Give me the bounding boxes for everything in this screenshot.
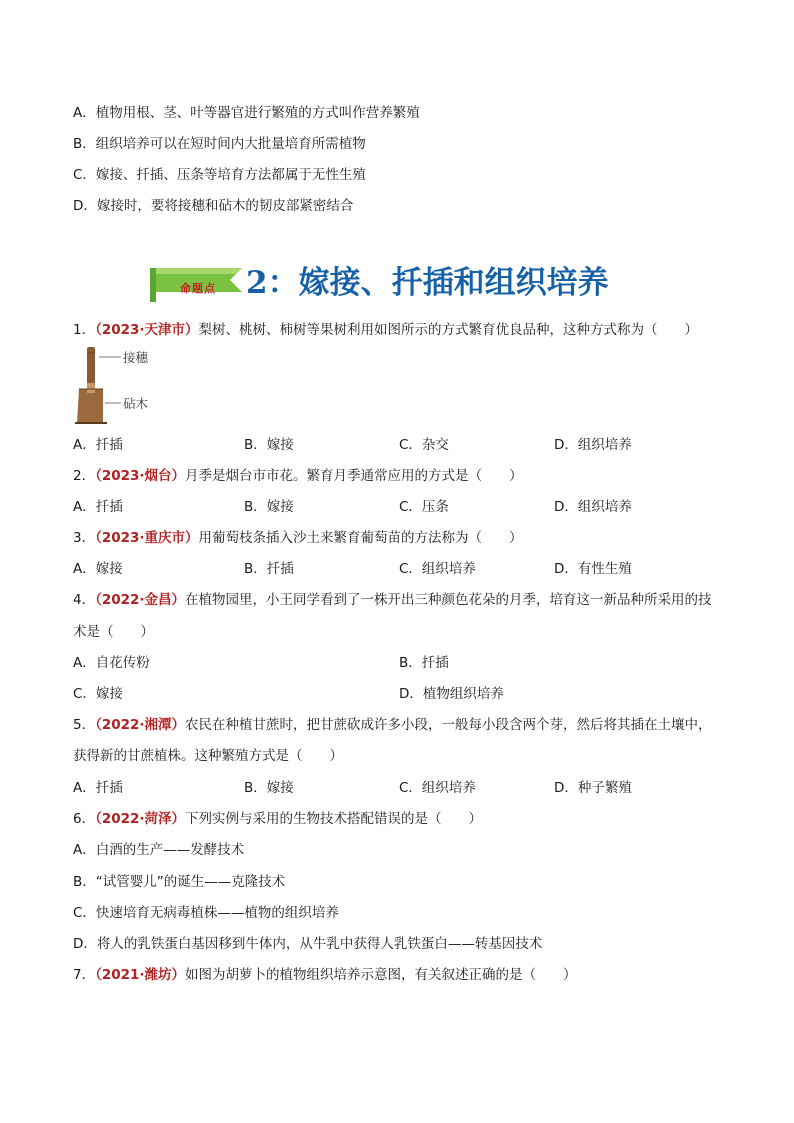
question-number: 7．: [73, 967, 96, 983]
section-title: 2：嫁接、扦插和组织培养: [246, 265, 609, 301]
question-text: 农民在种植甘蔗时，把甘蔗砍成许多小段，一般每小段含两个芽，然后将其插在土壤中，: [185, 717, 712, 733]
section-label: 命题点: [180, 282, 216, 295]
q2-option-d: D．组织培养: [554, 499, 632, 515]
q4-option-c: C．嫁接: [73, 686, 123, 702]
option-a: A．植物用根、茎、叶等器官进行繁殖的方式叫作营养繁殖: [73, 105, 420, 121]
question-number: 3．: [73, 530, 96, 546]
question-source: （2022·金昌）: [95, 592, 186, 608]
question-source: （2023·重庆市）: [95, 530, 199, 546]
scion-label: 接穗: [123, 350, 149, 365]
option-d: D．嫁接时，要将接穗和砧木的韧皮部紧密结合: [73, 198, 354, 214]
q1-option-c: C．杂交: [399, 437, 449, 453]
question-source: （2023·天津市）: [95, 322, 199, 338]
q1-option-b: B．嫁接: [244, 437, 294, 453]
q5-option-b: B．嫁接: [244, 780, 294, 796]
q3-option-c: C．组织培养: [399, 561, 476, 577]
q2-option-b: B．嫁接: [244, 499, 294, 515]
question-source: （2021·潍坊）: [95, 967, 186, 983]
grafting-figure: [73, 345, 193, 427]
option-b: B．组织培养可以在短时间内大批量培育所需植物: [73, 136, 366, 152]
question-text: 如图为胡萝卜的植物组织培养示意图，有关叙述正确的是（ ）: [185, 967, 577, 983]
q4-option-d: D．植物组织培养: [399, 686, 504, 702]
question-number: 1．: [73, 322, 96, 338]
q3-option-a: A．嫁接: [73, 561, 123, 577]
q5-option-c: C．组织培养: [399, 780, 476, 796]
question-text: 梨树、桃树、柿树等果树利用如图所示的方式繁育优良品种，这种方式称为（ ）: [198, 322, 699, 338]
question-number: 2．: [73, 468, 96, 484]
q3-option-d: D．有性生殖: [554, 561, 632, 577]
stock-label: 砧木: [123, 396, 149, 411]
question-3: [73, 528, 523, 548]
question-source: （2023·烟台）: [95, 468, 186, 484]
question-text: 在植物园里，小王同学看到了一株开出三种颜色花朵的月季，培育这一新品种所采用的技: [185, 592, 712, 608]
question-7: [73, 965, 577, 985]
q6-option-d: D．将人的乳铁蛋白基因移到牛体内，从牛乳中获得人乳铁蛋白——转基因技术: [73, 936, 543, 952]
q5-option-a: A．扦插: [73, 780, 123, 796]
question-6: [73, 809, 482, 829]
option-c: C．嫁接、扦插、压条等培育方法都属于无性生殖: [73, 167, 366, 183]
q6-option-c: C．快速培育无病毒植株——植物的组织培养: [73, 905, 339, 921]
question-number: 5．: [73, 717, 96, 733]
question-text: 月季是烟台市市花。繁育月季通常应用的方式是（ ）: [185, 468, 523, 484]
q6-option-b: B．“试管婴儿”的诞生——克隆技术: [73, 874, 286, 890]
section-banner: [150, 262, 650, 304]
q3-option-b: B．扦插: [244, 561, 294, 577]
q5-option-d: D．种子繁殖: [554, 780, 632, 796]
question-source: （2022·菏泽）: [95, 811, 186, 827]
question-4-continued: 术是（ ）: [73, 624, 154, 640]
q4-option-b: B．扦插: [399, 655, 449, 671]
question-number: 4．: [73, 592, 96, 608]
q2-option-a: A．扦插: [73, 499, 123, 515]
question-5-continued: 获得新的甘蔗植株。这种繁殖方式是（ ）: [73, 748, 343, 764]
q4-option-a: A．自花传粉: [73, 655, 150, 671]
question-text: 用葡萄枝条插入沙土来繁育葡萄苗的方法称为（ ）: [198, 530, 523, 546]
question-text: 下列实例与采用的生物技术搭配错误的是（ ）: [185, 811, 483, 827]
q6-option-a: A．白酒的生产——发酵技术: [73, 842, 245, 858]
question-2: [73, 466, 523, 486]
q1-option-a: A．扦插: [73, 437, 123, 453]
question-1: [73, 320, 698, 340]
q2-option-c: C．压条: [399, 499, 449, 515]
q1-option-d: D．组织培养: [554, 437, 632, 453]
question-number: 6．: [73, 811, 96, 827]
question-source: （2022·湘潭）: [95, 717, 186, 733]
question-4: [73, 590, 712, 610]
question-5: [73, 715, 712, 735]
